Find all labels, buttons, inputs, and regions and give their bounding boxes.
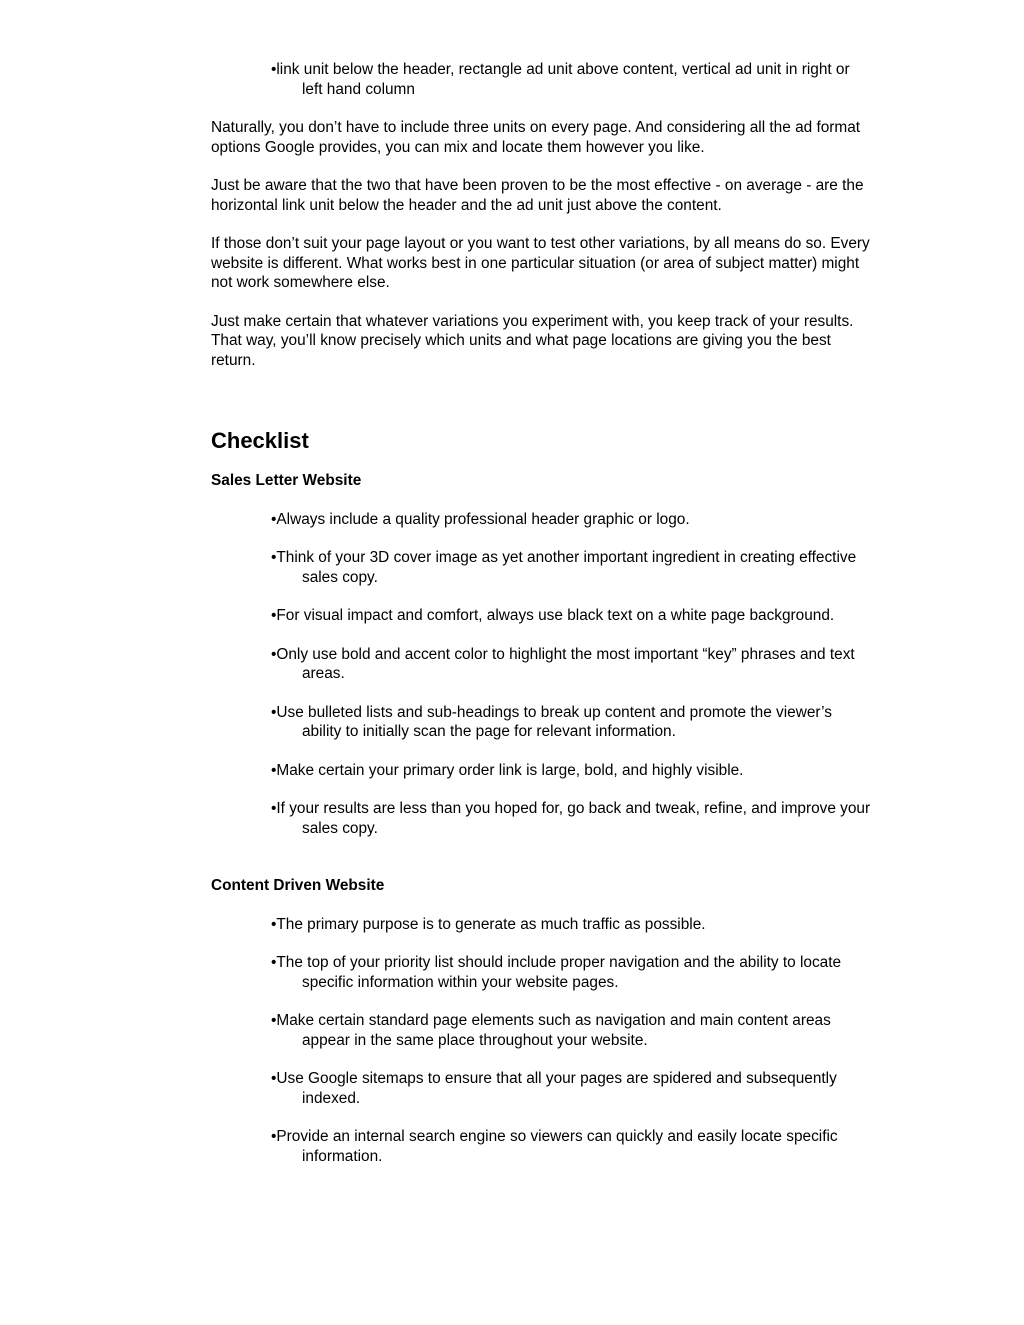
paragraph: Just make certain that whatever variations you experiment with, you keep track of your results. That way, you’ll know precisely which units and what page locations are giving you the best return. xyxy=(211,312,854,369)
checklist-heading: Checklist xyxy=(211,428,309,453)
content-driven-heading: Content Driven Website xyxy=(211,877,385,894)
spacer xyxy=(211,857,871,876)
list-item: •Only use bold and accent color to highlight the most important “key” phrases and text areas. xyxy=(271,645,855,682)
list-item: •Think of your 3D cover image as yet another important ingredient in creating effective sales copy. xyxy=(271,549,857,586)
list-item: •If your results are less than you hoped for, go back and tweak, refine, and improve your sales copy. xyxy=(271,800,871,837)
list-item: •Use bulleted lists and sub-headings to break up content and promote the viewer’s ability to initially scan the page for relevant information. xyxy=(271,703,832,740)
paragraph: Just be aware that the two that have been proven to be the most effective - on average - are the horizontal link unit below the header and the ad unit just above the content. xyxy=(211,177,864,214)
paragraph: Naturally, you don’t have to include three units on every page. And considering all the ad format options Google provides, you can mix and locate them however you like. xyxy=(211,119,861,156)
list-item: •Make certain standard page elements such as navigation and main content areas appear in the same place throughout your website. xyxy=(271,1012,831,1049)
list-item: •Always include a quality professional header graphic or logo. xyxy=(271,510,690,528)
spacer xyxy=(211,389,871,428)
paragraph: If those don’t suit your page layout or you want to test other variations, by all means do so. Every website is different. What works best in one particular situation (or area of subject matter) might not work somewhere else. xyxy=(211,235,870,291)
list-item: •Provide an internal search engine so viewers can quickly and easily locate specific information. xyxy=(271,1128,838,1165)
list-item: •For visual impact and comfort, always use black text on a white page background. xyxy=(271,607,835,624)
list-item: •Make certain your primary order link is large, bold, and highly visible. xyxy=(271,761,744,779)
list-item: •The top of your priority list should include proper navigation and the ability to locate specific information within your website pages. xyxy=(271,954,842,991)
sales-letter-heading: Sales Letter Website xyxy=(211,472,362,489)
list-item: •The primary purpose is to generate as much traffic as possible. xyxy=(271,915,706,933)
document-page xyxy=(211,60,871,1185)
intro-bullet: •link unit below the header, rectangle ad unit above content, vertical ad unit in right or left hand column xyxy=(271,61,850,98)
list-item: •Use Google sitemaps to ensure that all your pages are spidered and subsequently indexed. xyxy=(271,1070,837,1107)
